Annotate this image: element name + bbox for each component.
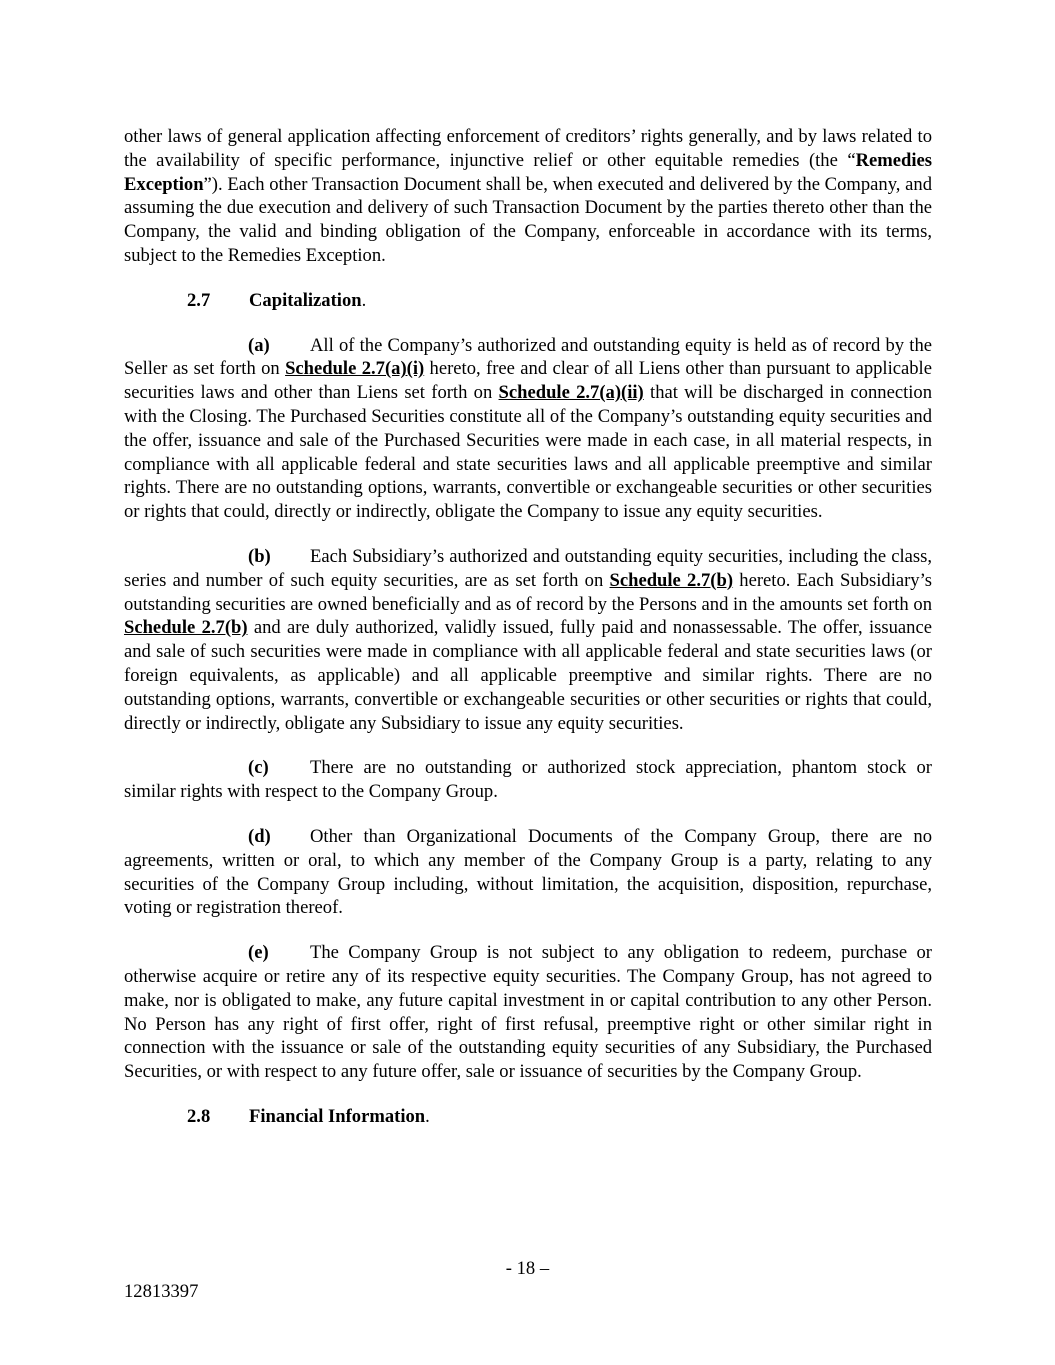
subsection-b: (b) Each Subsidiary’s authorized and outstanding equity securities, including the class, series and number of such equity securities, are as set forth on Schedule 2.7(b) hereto. Each Subsidiary’s outstanding securities are owned beneficially and as of record by the Persons and in the amounts set forth on Schedule 2.7(b) and are duly authorized, validly issued, fully paid and nonassessable. The offer, issuance and sale of such securities were made in compliance with all applicable federal and state securities laws (or foreign equivalents, as applicable) and all applicable preemptive and similar rights. There are no outstanding options, warrants, convertible or exchangeable securities or other securities or rights that could, directly or indirectly, obligate any Subsidiary to issue any equity securities. [124, 545, 932, 734]
section-2-8-heading: 2.8 Financial Information. [187, 1105, 430, 1127]
subsection-label: (b) [248, 545, 271, 567]
section-number: 2.8 [187, 1105, 211, 1127]
section-number: 2.7 [187, 289, 211, 311]
schedule-reference: Schedule 2.7(b) [609, 569, 734, 591]
subsection-label: (c) [248, 757, 269, 779]
subsection-e: (e) The Company Group is not subject to any obligation to redeem, purchase or otherwise acquire or retire any of its respective equity securities. The Company Group, has not agreed to make, nor is obligated to make, any future capital investment in or capital contribution to any other Person. No Person has any right of first offer, right of first refusal, preemptive right or other similar right in connection with the issuance or sale of the outstanding equity securities of any Subsidiary, the Purchased Securities, or with respect to any future offer, sale or issuance of securities by the Company Group. [124, 942, 932, 1083]
schedule-reference: Schedule 2.7(a)(ii) [498, 382, 644, 404]
schedule-reference: Schedule 2.7(b) [124, 617, 248, 639]
subsection-label: (d) [248, 825, 271, 847]
subsection-label: (a) [248, 334, 270, 356]
section-title: Financial Information [249, 1105, 426, 1127]
document-body [124, 125, 932, 1129]
subsection-label: (e) [248, 942, 269, 964]
subsection-a: (a) All of the Company’s authorized and outstanding equity is held as of record by the Seller as set forth on Schedule 2.7(a)(i) hereto, free and clear of all Liens other than pursuant to applicable securities laws and other than Liens set forth on Schedule 2.7(a)(ii) that will be discharged in connection with the Closing. The Purchased Securities constitute all of the Company’s outstanding equity securities and the offer, issuance and sale of the Purchased Securities were made in each case, in all material respects, in compliance with all applicable federal and state securities laws and all applicable preemptive and similar rights. There are no outstanding options, warrants, convertible or exchangeable securities or other securities or rights that could, directly or indirectly, obligate the Company to issue any equity securities. [124, 334, 932, 523]
page-number: - 18 – [505, 1258, 550, 1279]
defined-term: Remedies Exception [124, 149, 932, 195]
document-id: 12813397 [124, 1281, 199, 1302]
schedule-reference: Schedule 2.7(a)(i) [285, 358, 425, 380]
section-title: Capitalization [249, 289, 362, 311]
intro-paragraph: other laws of general application affecting enforcement of creditors’ rights generally, and by laws related to the availability of specific performance, injunctive relief or other equitable remedies (the “Remedies Exception”). Each other Transaction Document shall be, when executed and delivered by the Company, and assuming the due execution and delivery of such Transaction Document by the parties thereto other than the Company, the valid and binding obligation of the Company, enforceable in accordance with its terms, subject to the Remedies Exception. [124, 126, 932, 266]
section-2-7-heading: 2.7 Capitalization. [187, 289, 367, 311]
subsection-c: (c) There are no outstanding or authorized stock appreciation, phantom stock or similar rights with respect to the Company Group. [124, 757, 932, 803]
subsection-d: (d) Other than Organizational Documents of the Company Group, there are no agreements, written or oral, to which any member of the Company Group is a party, relating to any securities of the Company Group including, without limitation, the acquisition, disposition, repurchase, voting or registration thereof. [124, 825, 932, 919]
